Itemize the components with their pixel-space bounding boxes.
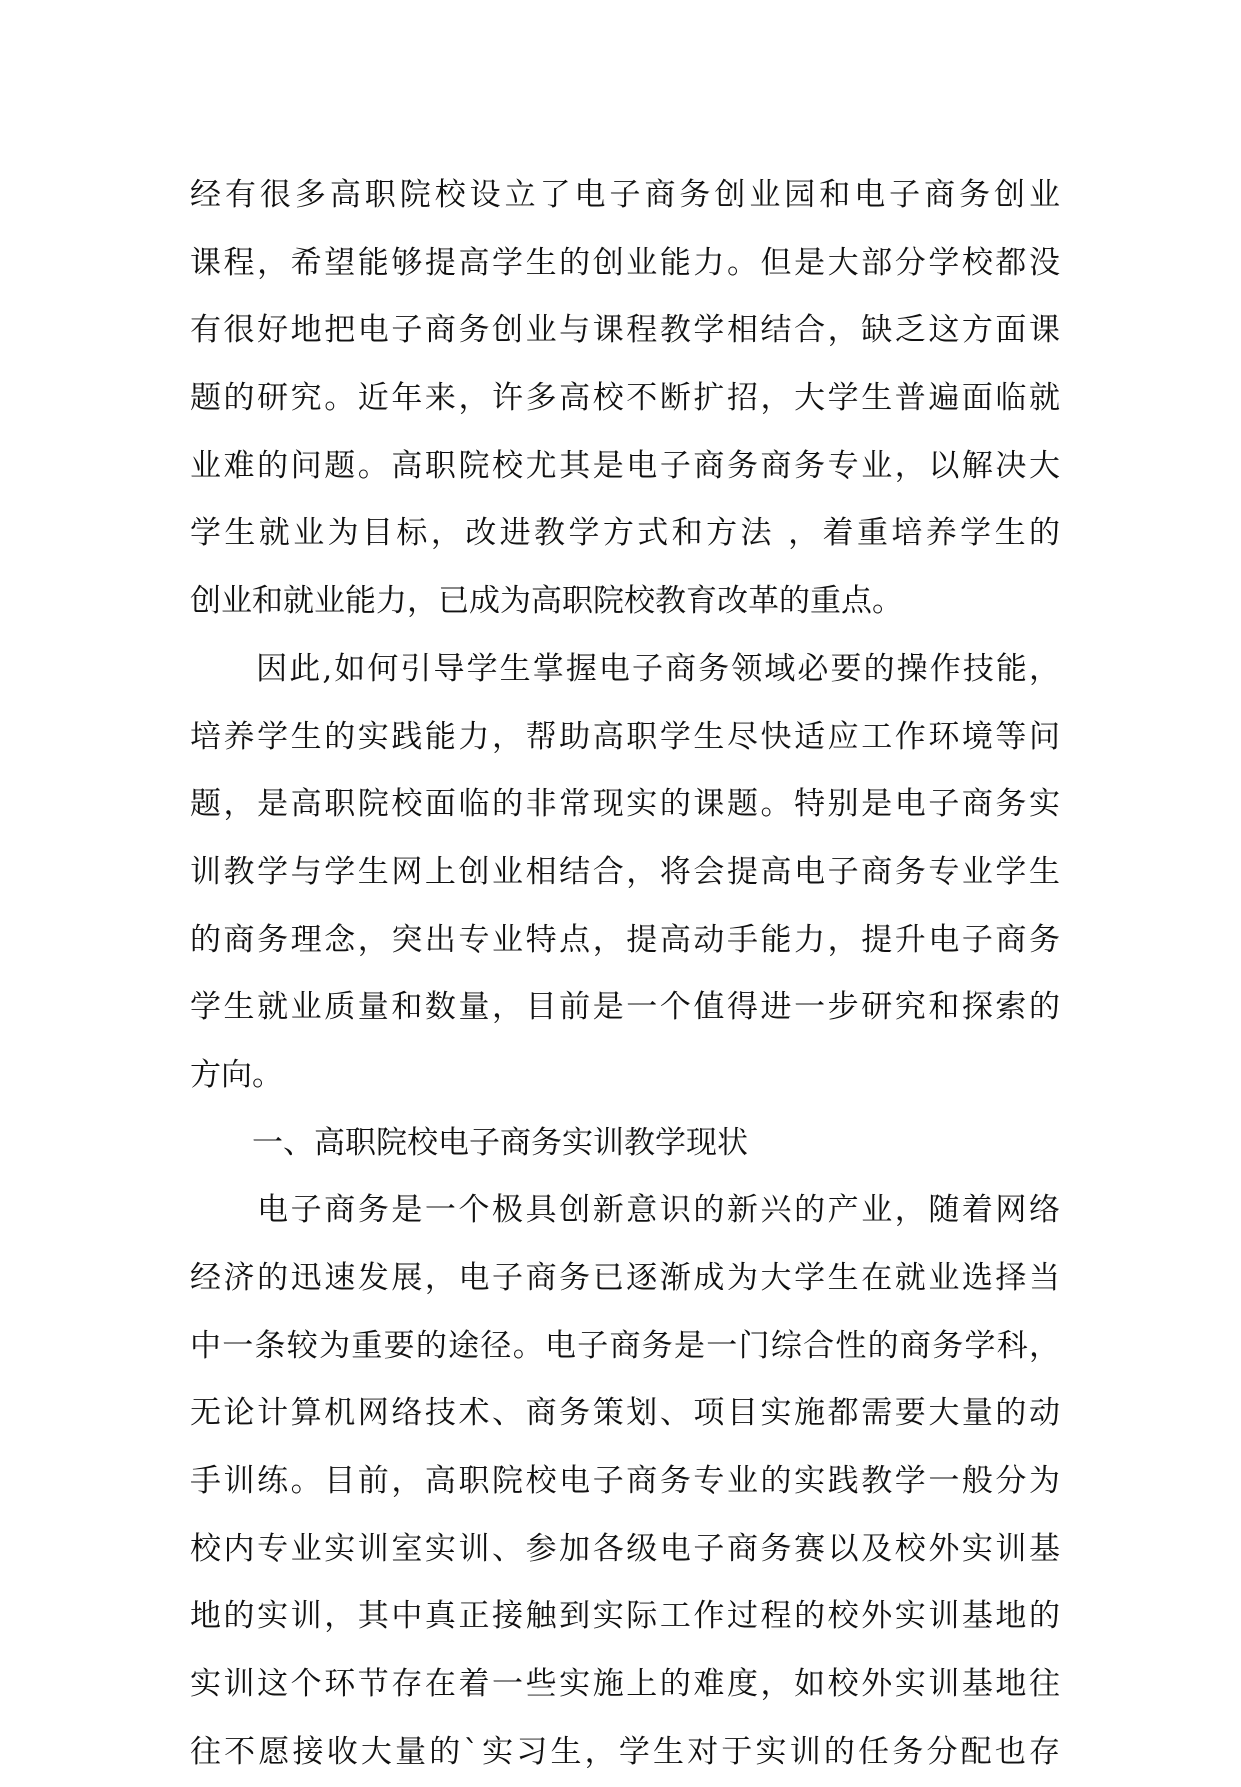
text-line: 手训练。目前，高职院校电子商务专业的实践教学一般分为 <box>190 1463 1060 1500</box>
text-line: 学生就业质量和数量，目前是一个值得进一步研究和探索的 <box>190 989 1060 1026</box>
text-line: 经济的迅速发展，电子商务已逐渐成为大学生在就业选择当 <box>190 1260 1060 1296</box>
text-line: 往不愿接收大量的`实习生，学生对于实训的任务分配也存 <box>190 1733 1060 1770</box>
text-line: 培养学生的实践能力，帮助高职学生尽快适应工作环境等问 <box>190 718 1060 755</box>
text-line: 题的研究。近年来，许多高校不断扩招，大学生普遍面临就 <box>190 380 1060 417</box>
text-line: 地的实训，其中真正接触到实际工作过程的校外实训基地的 <box>190 1598 1060 1635</box>
text-line: 实训这个环节存在着一些实施上的难度，如校外实训基地往 <box>190 1666 1060 1703</box>
body-text <box>190 162 1060 1787</box>
text-line: 方向。 <box>190 1056 283 1093</box>
text-line: 校内专业实训室实训、参加各级电子商务赛以及校外实训基 <box>190 1530 1060 1567</box>
text-line: 学生就业为目标，改进教学方式和方法 ，着重培养学生的 <box>190 515 1060 552</box>
text-line: 因此,如何引导学生掌握电子商务领域必要的操作技能， <box>190 650 1060 687</box>
text-line: 电子商务是一个极具创新意识的新兴的产业，随着网络 <box>190 1192 1060 1229</box>
text-line: 经有很多高职院校设立了电子商务创业园和电子商务创业 <box>190 177 1060 213</box>
text-line: 训教学与学生网上创业相结合，将会提高电子商务专业学生 <box>190 853 1060 890</box>
text-line: 课程，希望能够提高学生的创业能力。但是大部分学校都没 <box>190 244 1060 281</box>
text-line: 创业和就业能力，已成为高职院校教育改革的重点。 <box>190 583 903 620</box>
text-line: 无论计算机网络技术、商务策划、项目实施都需要大量的动 <box>190 1395 1060 1432</box>
text-line: 的商务理念，突出专业特点，提高动手能力，提升电子商务 <box>190 921 1060 958</box>
text-line: 业难的问题。高职院校尤其是电子商务商务专业，以解决大 <box>190 447 1060 484</box>
text-line: 中一条较为重要的途径。电子商务是一门综合性的商务学科， <box>190 1327 1060 1364</box>
text-line: 有很好地把电子商务创业与课程教学相结合，缺乏这方面课 <box>190 312 1060 349</box>
section-heading: 一、高职院校电子商务实训教学现状 <box>190 1124 748 1161</box>
text-line: 题，是高职院校面临的非常现实的课题。特别是电子商务实 <box>190 786 1060 823</box>
